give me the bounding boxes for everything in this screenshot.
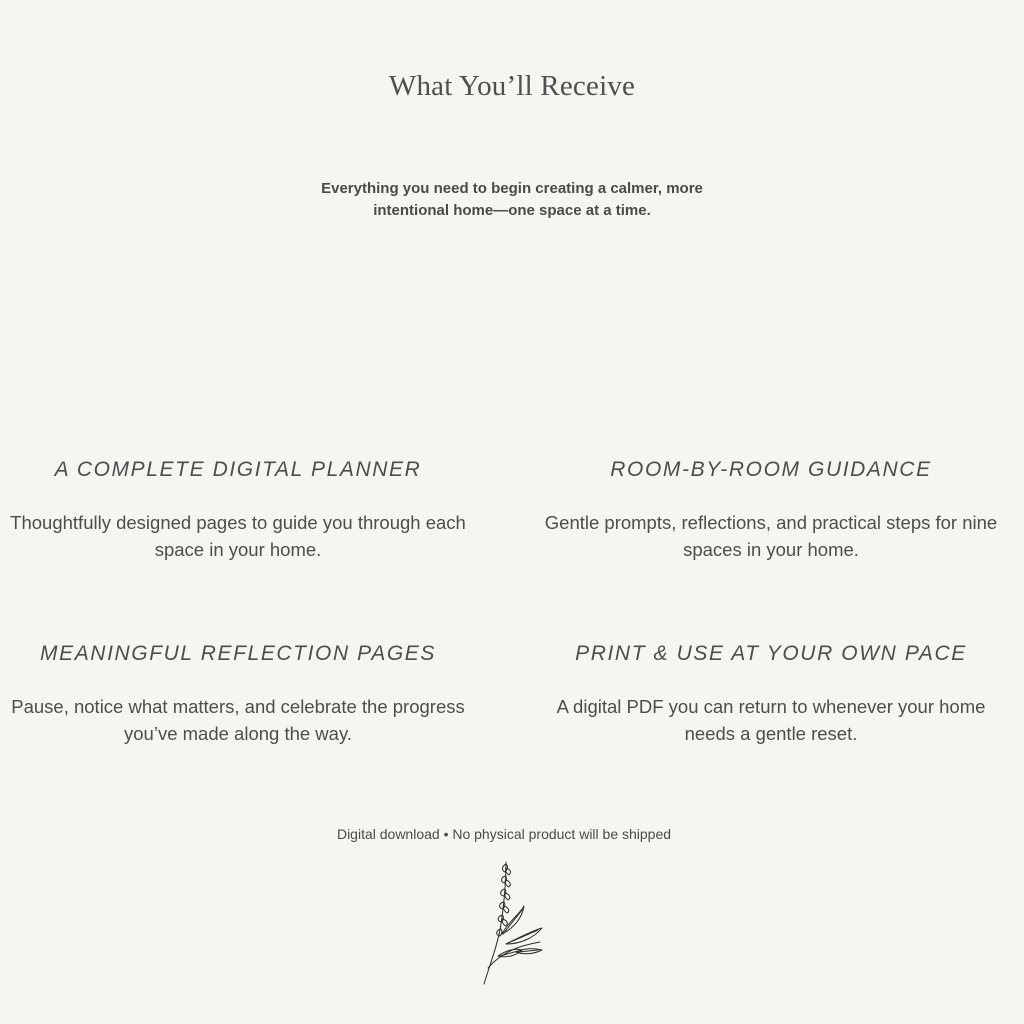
digital-download-note: Digital download • No physical product will be shipped (336, 826, 672, 842)
feature-title: ROOM-BY-ROOM GUIDANCE (610, 458, 932, 481)
feature-meaningful-reflection-pages (8, 640, 468, 747)
feature-title: PRINT & USE AT YOUR OWN PACE (575, 642, 967, 665)
botanical-sprig-icon (476, 856, 556, 988)
feature-description: Thoughtfully designed pages to guide you through each space in your home. (10, 512, 466, 560)
feature-title: MEANINGFUL REFLECTION PAGES (40, 642, 436, 665)
feature-description: Pause, notice what matters, and celebrate the progress you’ve made along the way. (11, 696, 465, 744)
intro-text: Everything you need to begin creating a calmer, more intentional home—one space at a time. (321, 180, 703, 219)
feature-description: A digital PDF you can return to whenever your home needs a gentle reset. (556, 696, 986, 744)
feature-room-by-room-guidance (541, 456, 1001, 563)
page-title: What You’ll Receive (388, 70, 636, 102)
feature-title: A COMPLETE DIGITAL PLANNER (54, 458, 422, 481)
feature-description: Gentle prompts, reflections, and practical steps for nine spaces in your home. (544, 512, 998, 560)
feature-print-and-use (541, 640, 1001, 747)
feature-complete-digital-planner (8, 456, 468, 563)
